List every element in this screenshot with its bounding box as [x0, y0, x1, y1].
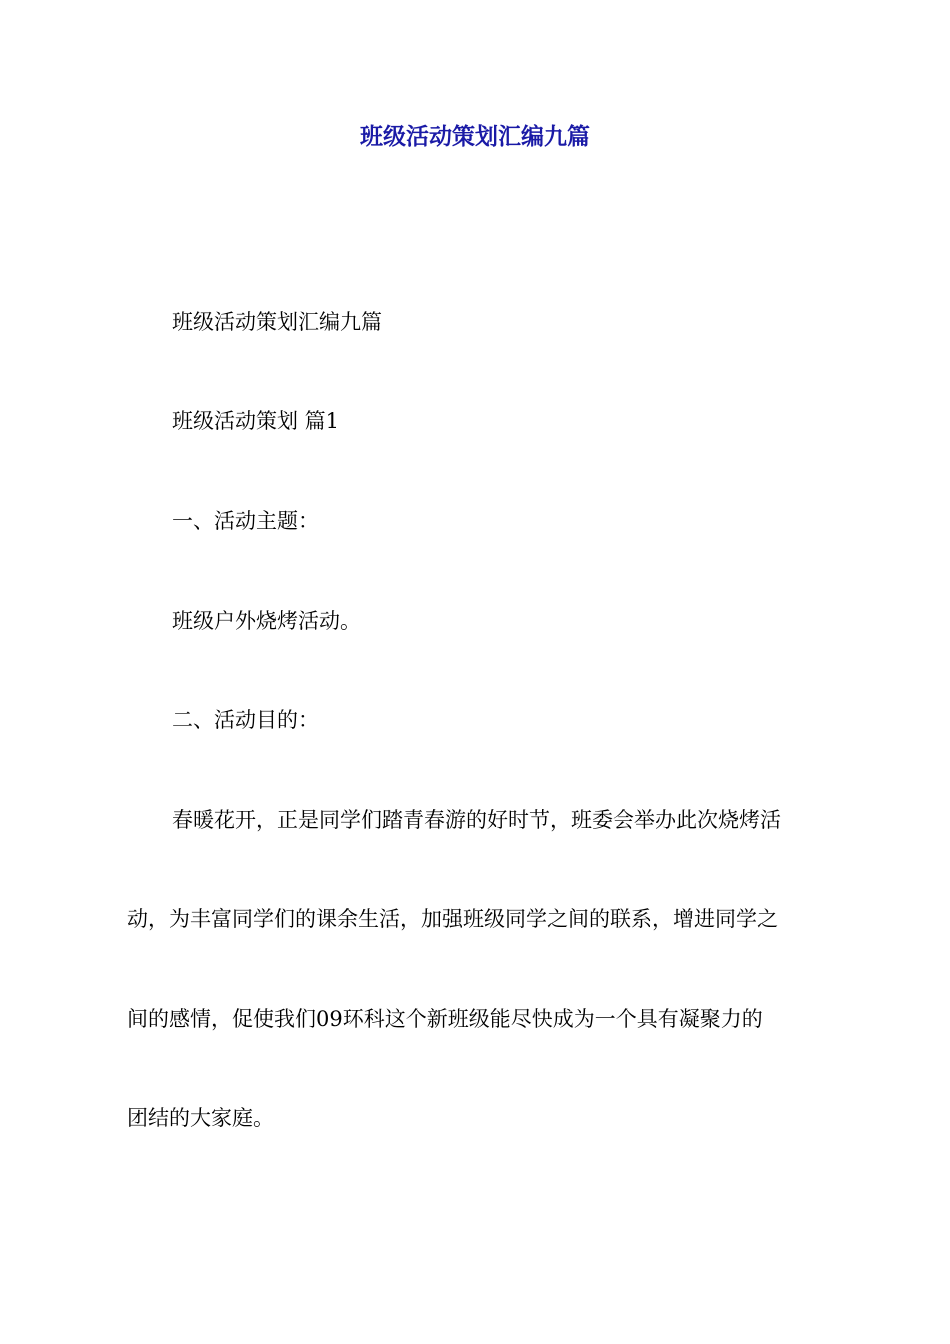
paragraph-line: 动，为丰富同学们的课余生活，加强班级同学之间的联系，增进同学之 — [127, 907, 778, 931]
document-title: 班级活动策划汇编九篇 — [360, 124, 590, 150]
paragraph-line: 团结的大家庭。 — [127, 1106, 274, 1130]
item-heading-theme: 一、活动主题： — [172, 509, 319, 533]
section-heading: 班级活动策划 篇1 — [172, 409, 340, 433]
paragraph-line: 春暖花开，正是同学们踏青春游的好时节，班委会举办此次烧烤活 — [172, 808, 781, 832]
paragraph-line: 间的感情，促使我们09环科这个新班级能尽快成为一个具有凝聚力的 — [127, 1007, 763, 1031]
paragraph-line: 班级户外烧烤活动。 — [172, 609, 361, 633]
subtitle-line: 班级活动策划汇编九篇 — [172, 310, 382, 334]
item-heading-purpose: 二、活动目的： — [172, 708, 319, 732]
